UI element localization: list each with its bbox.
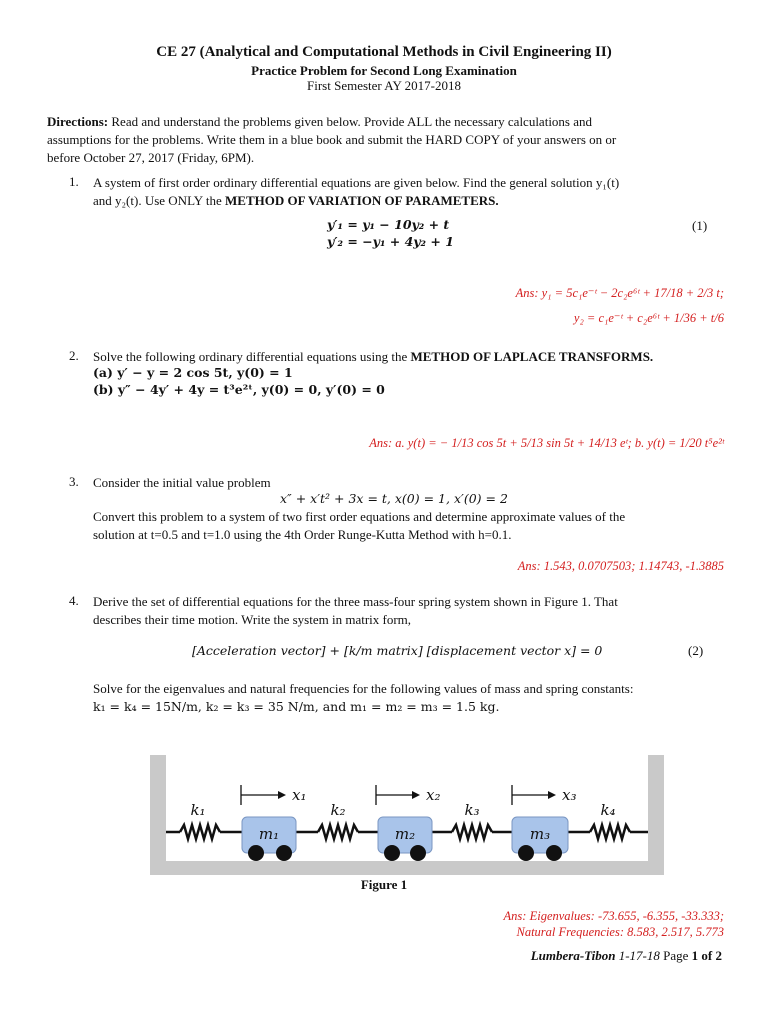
footer-page-total: 2 [715, 948, 722, 963]
problem-4-answer-line-2: Natural Frequencies: 8.583, 2.517, 5.773 [516, 925, 724, 939]
displacement-label-3: x₃ [562, 786, 577, 804]
problem-1-text [93, 174, 733, 210]
problem-4-line-2: describes their time motion. Write the system in matrix form, [93, 612, 412, 627]
problem-2-method: METHOD OF LAPLACE TRANSFORMS. [410, 349, 654, 364]
floor [150, 861, 664, 875]
problem-1-method: METHOD OF VARIATION OF PARAMETERS. [225, 193, 499, 208]
problem-3-answer: Ans: 1.543, 0.0707503; 1.14743, -1.3885 [517, 559, 724, 573]
problem-3-line-1: Consider the initial value problem [93, 475, 271, 490]
left-wall [150, 755, 166, 875]
directions-line-1: Read and understand the problems given below. Provide ALL the necessary calculations and [111, 114, 593, 129]
equation-number-1: (1) [692, 218, 708, 233]
footer-of-label: of [701, 948, 713, 963]
problem-4-text-2 [93, 680, 743, 716]
problem-1-number: 1. [69, 174, 79, 189]
problem-4-line-4: k₁ = k₄ = 15N/m, k₂ = k₃ = 35 N/m, and m₁ = m₂ = m₃ = 1.5 kg. [93, 699, 500, 714]
footer-page-label: Page [663, 948, 689, 963]
footer-page-current: 1 [691, 948, 699, 963]
displacement-label-1: x₁ [292, 786, 307, 804]
directions-line-2: assumptions for the problems. Write them in a blue book and submit the HARD COPY of your answers on or [47, 132, 617, 147]
spring-3 [452, 825, 492, 839]
mass-spring-figure [150, 755, 664, 875]
spring-label-3: k₃ [464, 801, 480, 819]
mass-label-1: m₁ [258, 825, 280, 843]
problem-2-text [93, 348, 733, 366]
problem-1-line-1: A system of first order ordinary differential equations are given below. Find the general solution y₁(t) [93, 175, 620, 190]
problem-2-line-1: Solve the following ordinary differential equations using the [93, 349, 411, 364]
figure-caption: Figure 1 [360, 877, 408, 892]
problem-4-text [93, 593, 733, 629]
problem-1-line-2: and y₂(t). Use ONLY the [93, 193, 225, 208]
footer-date: 1-17-18 [618, 948, 660, 963]
directions-label: Directions: [47, 114, 109, 129]
problem-1-equation-2: y′₂ = −y₁ + 4y₂ + 1 [327, 234, 454, 249]
problem-3-number: 3. [69, 474, 79, 489]
mass-label-2: m₂ [394, 825, 416, 843]
document-subtitle: Practice Problem for Second Long Examination [251, 63, 517, 78]
spring-1 [180, 825, 220, 839]
problem-2-part-a: (a) y′ − y = 2 cos 5t, y(0) = 1 [93, 365, 293, 380]
document-title: CE 27 (Analytical and Computational Methods in Civil Engineering II) [156, 44, 612, 60]
displacement-label-2: x₂ [426, 786, 441, 804]
right-wall [648, 755, 664, 875]
problem-3-equation: x″ + x′t² + 3x = t, x(0) = 1, x′(0) = 2 [280, 491, 508, 506]
semester-line: First Semester AY 2017-2018 [307, 78, 461, 93]
problem-4-equation: [Acceleration vector] + [k/m matrix] [displacement vector x] = 0 [192, 643, 603, 658]
mass-label-3: m₃ [529, 825, 551, 843]
directions-line-3: before October 27, 2017 (Friday, 6PM). [47, 150, 255, 165]
displacement-arrows [241, 785, 548, 805]
problem-4-line-3: Solve for the eigenvalues and natural frequencies for the following values of mass and spring constants: [93, 681, 634, 696]
problem-3-text [93, 508, 733, 544]
problem-3-line-3: solution at t=0.5 and t=1.0 using the 4th Order Runge-Kutta Method with h=0.1. [93, 527, 512, 542]
footer-author: Lumbera-Tibon [530, 948, 616, 963]
problem-4-line-1: Derive the set of differential equations for the three mass-four spring system shown in Figure 1. That [93, 594, 618, 609]
spring-label-2: k₂ [330, 801, 346, 819]
spring-label-1: k₁ [190, 801, 206, 819]
problem-2-number: 2. [69, 348, 79, 363]
problem-1-answer-line-1: Ans: y₁ = 5c₁e⁻ᵗ − 2c₂e⁶ᵗ + 17/18 + 2/3 t; [515, 286, 724, 300]
problem-4-answer-line-1: Ans: Eigenvalues: -73.655, -6.355, -33.333; [503, 909, 724, 923]
spring-label-4: k₄ [600, 801, 616, 819]
equation-number-2: (2) [688, 643, 704, 658]
problem-1-answer-line-2: y₂ = c₁e⁻ᵗ + c₂e⁶ᵗ + 1/36 + t/6 [573, 311, 724, 325]
spring-4 [590, 825, 630, 839]
page-footer [531, 948, 722, 964]
problem-2-part-b: (b) y″ − 4y′ + 4y = t³e²ᵗ, y(0) = 0, y′(0) = 0 [93, 382, 385, 397]
problem-2-answer: Ans: a. y(t) = − 1/13 cos 5t + 5/13 sin 5t + 14/13 eᵗ; b. y(t) = 1/20 t⁵e²ᵗ [369, 436, 724, 450]
directions-block [47, 113, 727, 167]
problem-4-number: 4. [69, 593, 79, 608]
problem-3-line-2: Convert this problem to a system of two first order equations and determine approximate values of the [93, 509, 626, 524]
problem-1-equation-1: y′₁ = y₁ − 10y₂ + t [327, 217, 450, 232]
spring-2 [318, 825, 358, 839]
